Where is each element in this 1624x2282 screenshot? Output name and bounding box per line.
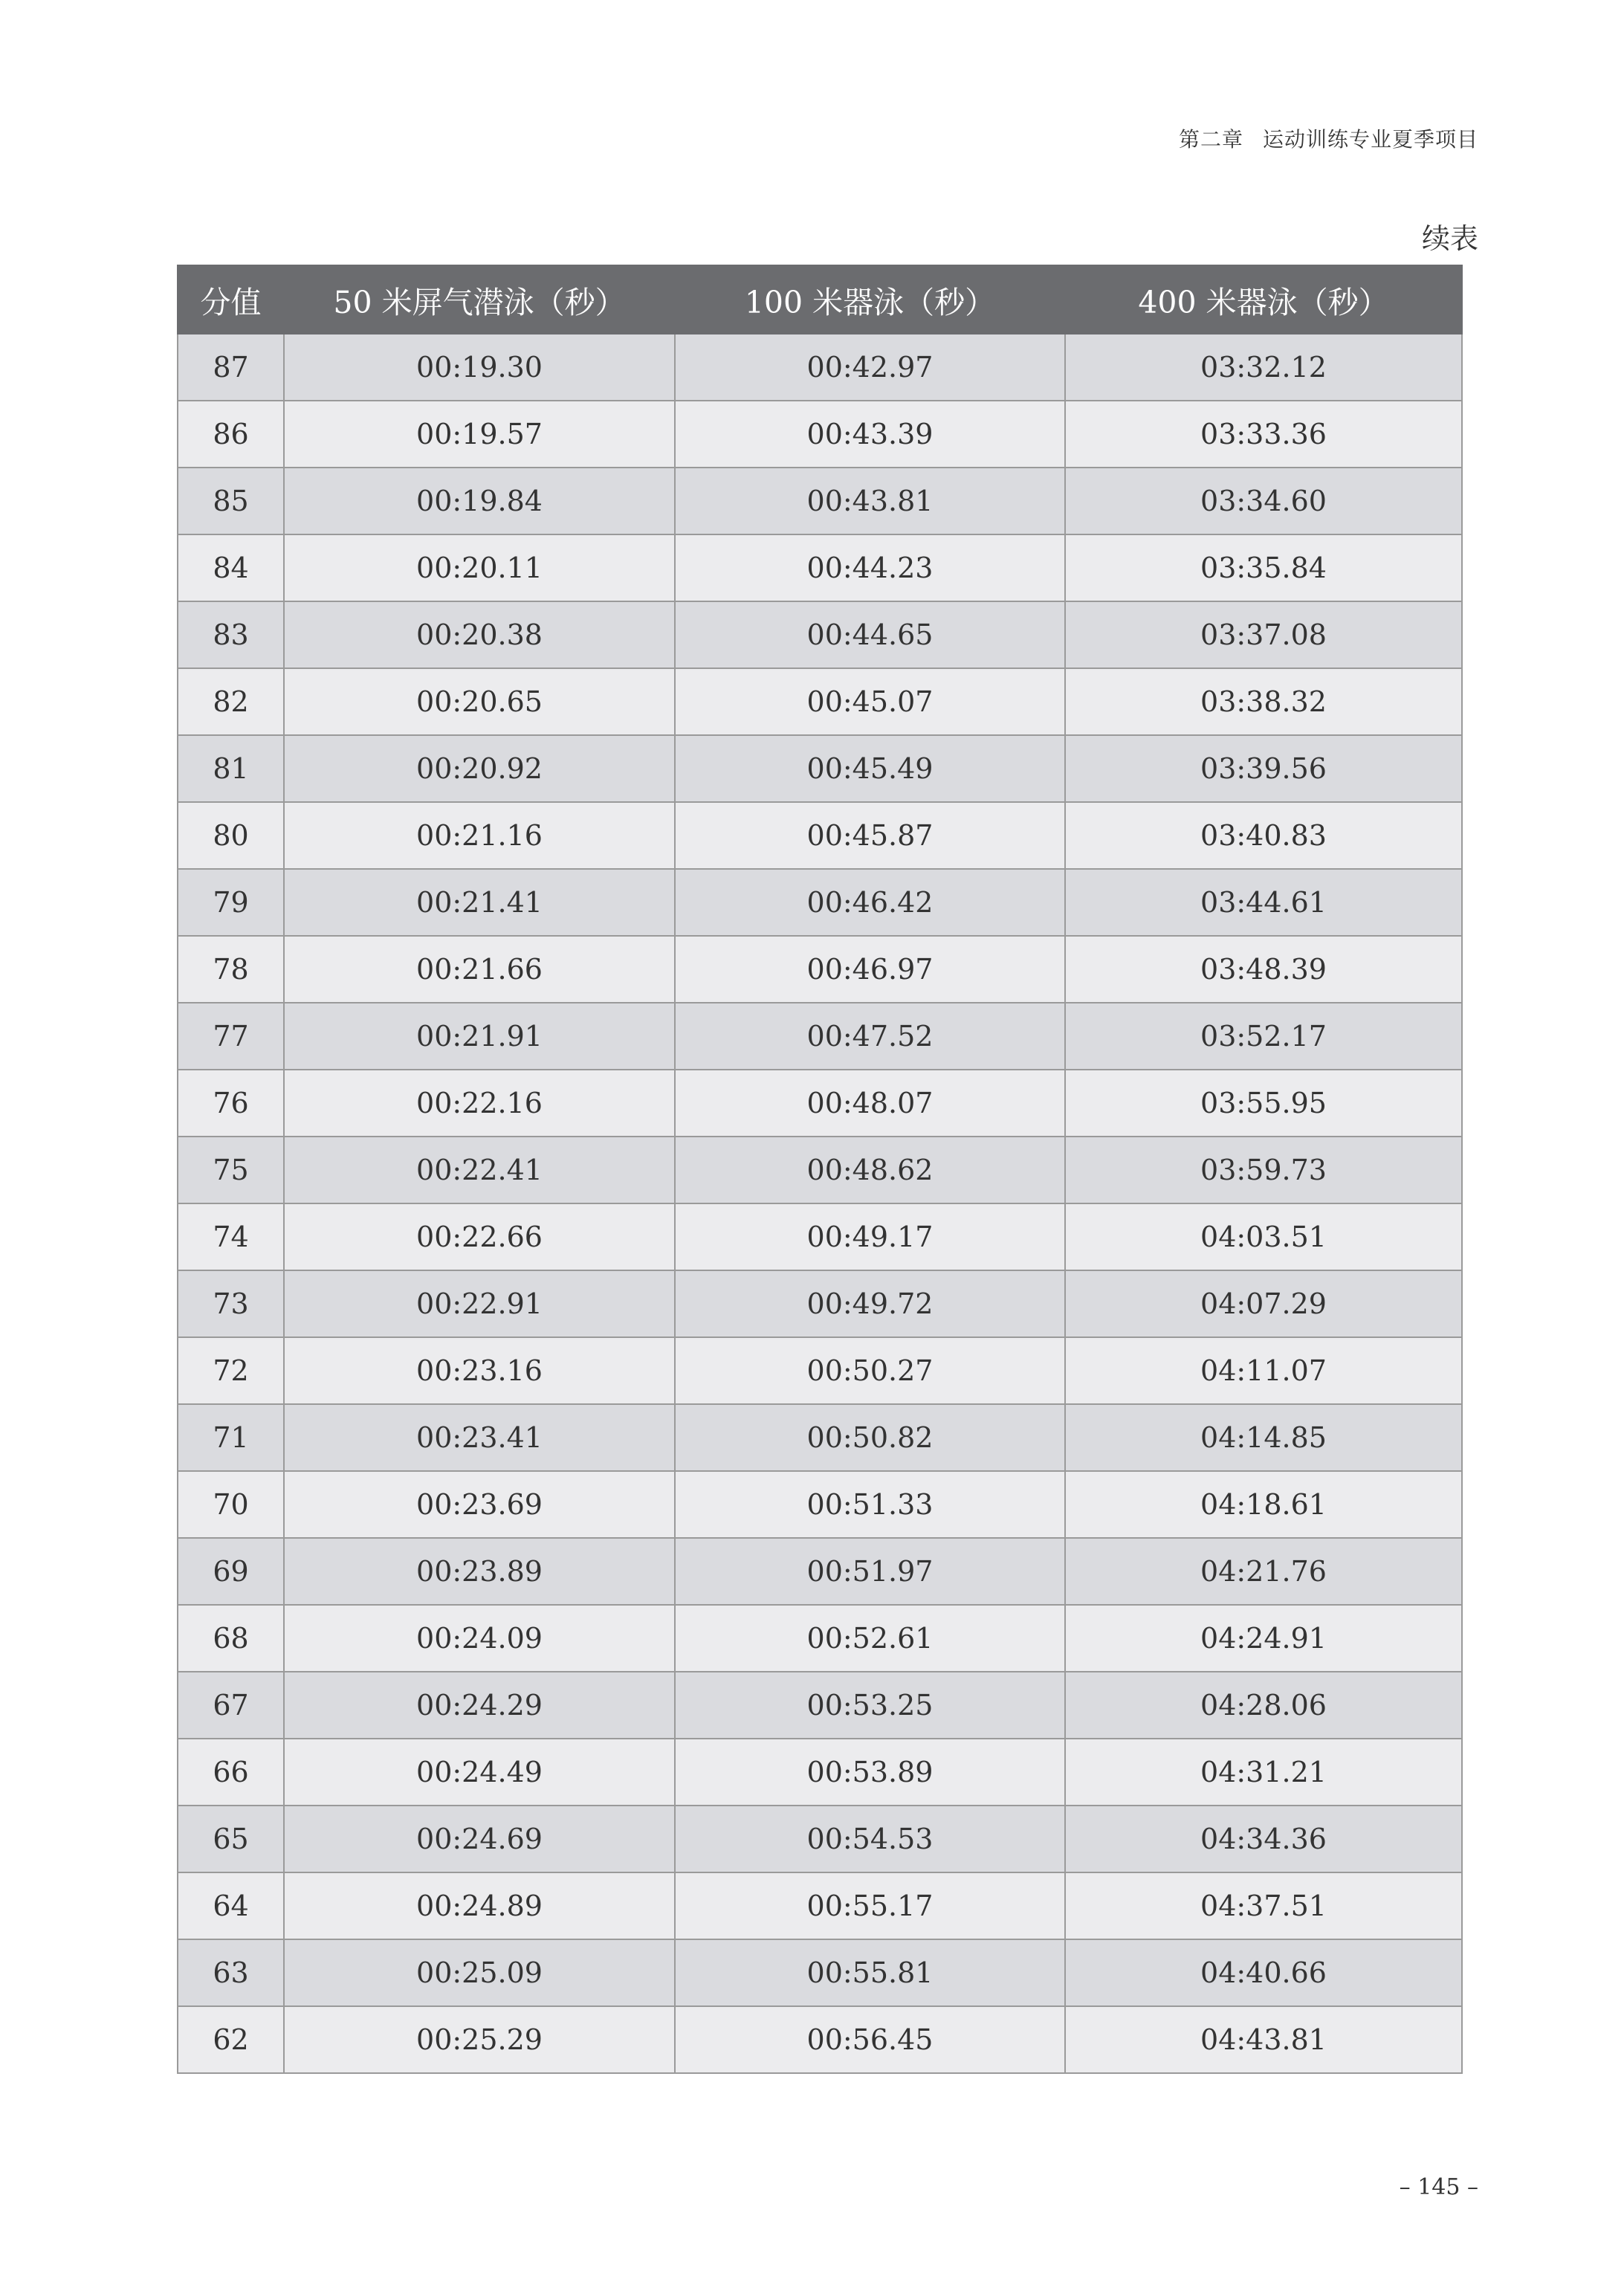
chapter-title: 运动训练专业夏季项目 bbox=[1262, 127, 1478, 152]
cell-score: 81 bbox=[178, 735, 284, 802]
cell-400m-time: 03:33.36 bbox=[1065, 401, 1462, 468]
cell-400m-time: 03:40.83 bbox=[1065, 802, 1462, 869]
table-row bbox=[178, 668, 1462, 735]
cell-100m-time: 00:50.82 bbox=[675, 1404, 1065, 1471]
cell-400m-time: 04:28.06 bbox=[1065, 1672, 1462, 1739]
cell-score: 75 bbox=[178, 1137, 284, 1203]
cell-score: 69 bbox=[178, 1538, 284, 1605]
cell-score: 72 bbox=[178, 1337, 284, 1404]
cell-400m-time: 04:18.61 bbox=[1065, 1471, 1462, 1538]
cell-score: 77 bbox=[178, 1003, 284, 1070]
cell-400m-time: 04:37.51 bbox=[1065, 1872, 1462, 1939]
cell-100m-time: 00:45.49 bbox=[675, 735, 1065, 802]
cell-50m-time: 00:22.16 bbox=[284, 1070, 675, 1137]
cell-100m-time: 00:53.25 bbox=[675, 1672, 1065, 1739]
cell-100m-time: 00:48.62 bbox=[675, 1137, 1065, 1203]
cell-50m-time: 00:19.30 bbox=[284, 334, 675, 401]
cell-score: 63 bbox=[178, 1939, 284, 2006]
cell-50m-time: 00:24.29 bbox=[284, 1672, 675, 1739]
table-row bbox=[178, 1538, 1462, 1605]
table-row bbox=[178, 468, 1462, 534]
cell-400m-time: 03:59.73 bbox=[1065, 1137, 1462, 1203]
cell-score: 66 bbox=[178, 1739, 284, 1806]
cell-100m-time: 00:53.89 bbox=[675, 1739, 1065, 1806]
table-row bbox=[178, 1672, 1462, 1739]
table-row bbox=[178, 401, 1462, 468]
cell-score: 86 bbox=[178, 401, 284, 468]
cell-100m-time: 00:45.07 bbox=[675, 668, 1065, 735]
cell-100m-time: 00:49.17 bbox=[675, 1203, 1065, 1270]
cell-400m-time: 04:14.85 bbox=[1065, 1404, 1462, 1471]
page-number: – 145 – bbox=[1399, 2174, 1478, 2200]
cell-100m-time: 00:52.61 bbox=[675, 1605, 1065, 1672]
cell-400m-time: 04:40.66 bbox=[1065, 1939, 1462, 2006]
cell-400m-time: 03:38.32 bbox=[1065, 668, 1462, 735]
cell-score: 84 bbox=[178, 534, 284, 601]
table-row bbox=[178, 1939, 1462, 2006]
cell-400m-time: 04:11.07 bbox=[1065, 1337, 1462, 1404]
cell-50m-time: 00:20.65 bbox=[284, 668, 675, 735]
table-row bbox=[178, 534, 1462, 601]
cell-50m-time: 00:19.84 bbox=[284, 468, 675, 534]
cell-100m-time: 00:50.27 bbox=[675, 1337, 1065, 1404]
table-row bbox=[178, 601, 1462, 668]
cell-50m-time: 00:20.38 bbox=[284, 601, 675, 668]
table-row bbox=[178, 1806, 1462, 1872]
cell-400m-time: 03:34.60 bbox=[1065, 468, 1462, 534]
cell-100m-time: 00:46.42 bbox=[675, 869, 1065, 936]
cell-50m-time: 00:25.29 bbox=[284, 2006, 675, 2073]
table-row bbox=[178, 869, 1462, 936]
cell-score: 74 bbox=[178, 1203, 284, 1270]
cell-50m-time: 00:22.66 bbox=[284, 1203, 675, 1270]
table-row bbox=[178, 1203, 1462, 1270]
cell-400m-time: 03:35.84 bbox=[1065, 534, 1462, 601]
table-row bbox=[178, 334, 1462, 401]
table-row bbox=[178, 1404, 1462, 1471]
score-table bbox=[177, 265, 1463, 2074]
cell-score: 68 bbox=[178, 1605, 284, 1672]
cell-score: 67 bbox=[178, 1672, 284, 1739]
cell-score: 78 bbox=[178, 936, 284, 1003]
cell-50m-time: 00:20.11 bbox=[284, 534, 675, 601]
cell-400m-time: 03:37.08 bbox=[1065, 601, 1462, 668]
cell-50m-time: 00:21.66 bbox=[284, 936, 675, 1003]
running-header bbox=[1179, 123, 1478, 153]
cell-score: 87 bbox=[178, 334, 284, 401]
cell-50m-time: 00:19.57 bbox=[284, 401, 675, 468]
cell-50m-time: 00:23.16 bbox=[284, 1337, 675, 1404]
cell-score: 65 bbox=[178, 1806, 284, 1872]
header-400m-apparatus-swim: 400 米器泳（秒） bbox=[1065, 265, 1462, 334]
cell-400m-time: 04:21.76 bbox=[1065, 1538, 1462, 1605]
cell-400m-time: 03:55.95 bbox=[1065, 1070, 1462, 1137]
cell-400m-time: 03:39.56 bbox=[1065, 735, 1462, 802]
cell-score: 76 bbox=[178, 1070, 284, 1137]
cell-100m-time: 00:51.33 bbox=[675, 1471, 1065, 1538]
cell-100m-time: 00:42.97 bbox=[675, 334, 1065, 401]
header-100m-apparatus-swim: 100 米器泳（秒） bbox=[675, 265, 1065, 334]
cell-100m-time: 00:54.53 bbox=[675, 1806, 1065, 1872]
chapter-label: 第二章 bbox=[1178, 127, 1243, 152]
cell-score: 79 bbox=[178, 869, 284, 936]
cell-100m-time: 00:55.81 bbox=[675, 1939, 1065, 2006]
cell-score: 71 bbox=[178, 1404, 284, 1471]
cell-50m-time: 00:24.49 bbox=[284, 1739, 675, 1806]
cell-score: 70 bbox=[178, 1471, 284, 1538]
cell-50m-time: 00:20.92 bbox=[284, 735, 675, 802]
cell-400m-time: 04:07.29 bbox=[1065, 1270, 1462, 1337]
cell-100m-time: 00:51.97 bbox=[675, 1538, 1065, 1605]
cell-400m-time: 04:43.81 bbox=[1065, 2006, 1462, 2073]
table-row bbox=[178, 1605, 1462, 1672]
cell-100m-time: 00:45.87 bbox=[675, 802, 1065, 869]
cell-50m-time: 00:24.89 bbox=[284, 1872, 675, 1939]
cell-score: 64 bbox=[178, 1872, 284, 1939]
table-row bbox=[178, 1739, 1462, 1806]
cell-50m-time: 00:22.91 bbox=[284, 1270, 675, 1337]
table-row bbox=[178, 2006, 1462, 2073]
cell-100m-time: 00:49.72 bbox=[675, 1270, 1065, 1337]
cell-400m-time: 04:31.21 bbox=[1065, 1739, 1462, 1806]
cell-400m-time: 04:34.36 bbox=[1065, 1806, 1462, 1872]
table-row bbox=[178, 936, 1462, 1003]
table-row bbox=[178, 1003, 1462, 1070]
cell-50m-time: 00:25.09 bbox=[284, 1939, 675, 2006]
cell-50m-time: 00:21.41 bbox=[284, 869, 675, 936]
cell-50m-time: 00:24.09 bbox=[284, 1605, 675, 1672]
continued-table-label: 续表 bbox=[1421, 222, 1478, 255]
table-row bbox=[178, 735, 1462, 802]
cell-50m-time: 00:23.41 bbox=[284, 1404, 675, 1471]
table-body bbox=[178, 334, 1462, 2073]
header-50m-breath-hold-dive: 50 米屏气潜泳（秒） bbox=[284, 265, 675, 334]
cell-score: 62 bbox=[178, 2006, 284, 2073]
cell-400m-time: 04:03.51 bbox=[1065, 1203, 1462, 1270]
cell-400m-time: 03:44.61 bbox=[1065, 869, 1462, 936]
cell-400m-time: 03:48.39 bbox=[1065, 936, 1462, 1003]
cell-50m-time: 00:21.16 bbox=[284, 802, 675, 869]
cell-100m-time: 00:46.97 bbox=[675, 936, 1065, 1003]
table-header-row bbox=[178, 265, 1462, 334]
cell-score: 85 bbox=[178, 468, 284, 534]
table-row bbox=[178, 1337, 1462, 1404]
cell-100m-time: 00:47.52 bbox=[675, 1003, 1065, 1070]
cell-50m-time: 00:23.89 bbox=[284, 1538, 675, 1605]
table-row bbox=[178, 1471, 1462, 1538]
cell-400m-time: 03:52.17 bbox=[1065, 1003, 1462, 1070]
cell-score: 73 bbox=[178, 1270, 284, 1337]
cell-100m-time: 00:55.17 bbox=[675, 1872, 1065, 1939]
table-row bbox=[178, 1270, 1462, 1337]
cell-100m-time: 00:43.81 bbox=[675, 468, 1065, 534]
cell-100m-time: 00:48.07 bbox=[675, 1070, 1065, 1137]
cell-100m-time: 00:43.39 bbox=[675, 401, 1065, 468]
cell-50m-time: 00:22.41 bbox=[284, 1137, 675, 1203]
cell-50m-time: 00:24.69 bbox=[284, 1806, 675, 1872]
cell-score: 82 bbox=[178, 668, 284, 735]
cell-100m-time: 00:44.23 bbox=[675, 534, 1065, 601]
table-row bbox=[178, 1137, 1462, 1203]
cell-400m-time: 03:32.12 bbox=[1065, 334, 1462, 401]
cell-50m-time: 00:23.69 bbox=[284, 1471, 675, 1538]
table-row bbox=[178, 1070, 1462, 1137]
cell-400m-time: 04:24.91 bbox=[1065, 1605, 1462, 1672]
cell-100m-time: 00:44.65 bbox=[675, 601, 1065, 668]
cell-100m-time: 00:56.45 bbox=[675, 2006, 1065, 2073]
header-score: 分值 bbox=[178, 265, 284, 334]
cell-score: 80 bbox=[178, 802, 284, 869]
cell-score: 83 bbox=[178, 601, 284, 668]
cell-50m-time: 00:21.91 bbox=[284, 1003, 675, 1070]
table-row bbox=[178, 802, 1462, 869]
table-row bbox=[178, 1872, 1462, 1939]
